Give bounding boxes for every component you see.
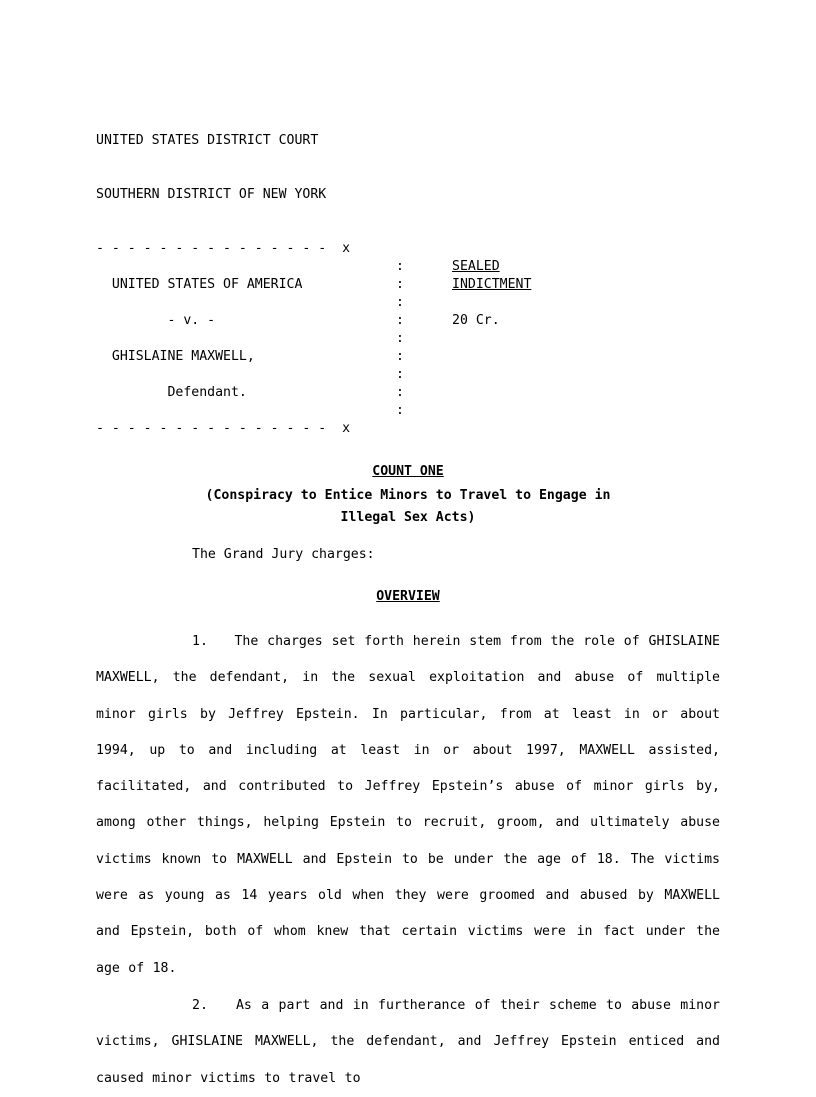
caption-row bbox=[96, 366, 632, 384]
caption-left-blank bbox=[96, 294, 396, 312]
caption-right-blank bbox=[452, 348, 632, 366]
count-heading-text: COUNT ONE bbox=[372, 464, 444, 479]
caption-sealed bbox=[452, 258, 632, 276]
caption-row bbox=[96, 312, 632, 330]
sealed-label: SEALED bbox=[452, 259, 500, 274]
caption-right-blank bbox=[452, 366, 632, 384]
paragraph-2-text: As a part and in furtherance of their scheme to abuse minor victims, GHISLAINE MAXWELL, the defendant, and Jeffrey Epstein enticed and caused minor victims to travel to bbox=[96, 997, 720, 1086]
caption-left-blank bbox=[96, 330, 396, 348]
caption-divider-top: - - - - - - - - - - - - - - - x bbox=[96, 241, 351, 256]
paragraph-2 bbox=[96, 988, 720, 1097]
defendant-name: GHISLAINE MAXWELL, bbox=[96, 349, 255, 364]
caption-row bbox=[96, 402, 632, 420]
caption-row bbox=[96, 348, 632, 366]
docket-number: 20 Cr. bbox=[452, 313, 500, 328]
plaintiff-party: UNITED STATES OF AMERICA bbox=[96, 277, 303, 292]
paragraph-2-number: 2. bbox=[192, 997, 208, 1013]
caption-row bbox=[96, 258, 632, 276]
caption-colon: : bbox=[396, 331, 404, 346]
court-name-line-1: UNITED STATES DISTRICT COURT bbox=[96, 133, 319, 148]
caption-colon: : bbox=[396, 349, 404, 364]
caption-colon: : bbox=[396, 277, 404, 292]
section-heading-text: OVERVIEW bbox=[376, 589, 440, 604]
caption-indictment bbox=[452, 276, 632, 294]
count-subheading-line-1: (Conspiracy to Entice Minors to Travel to Engage in bbox=[205, 488, 611, 503]
paragraph-1-number: 1. bbox=[192, 634, 208, 649]
court-name-line-2: SOUTHERN DISTRICT OF NEW YORK bbox=[96, 187, 327, 202]
paragraph-1-text: The charges set forth herein stem from the role of GHISLAINE MAXWELL, the defendant, in the sexual exploitation and abuse of multiple minor girls by Jeffrey Epstein. In particular, from at least in or about 1994, up to and including at least in or about 1997, MAXWELL assisted, facilitated, and contributed to Jeffrey Epstein’s abuse of minor girls by, among other things, helping Epstein to recruit, groom, and ultimately abuse victims known to MAXWELL and Epstein to be under the age of 18. The victims were as young as 14 years old when they were groomed and abused by MAXWELL and Epstein, both of whom knew that certain victims were in fact under the age of 18. bbox=[96, 634, 721, 976]
caption-row bbox=[96, 294, 632, 312]
caption-left-blank bbox=[96, 258, 396, 276]
caption-block bbox=[96, 258, 632, 420]
count-subheading-line-2: Illegal Sex Acts) bbox=[340, 510, 476, 525]
caption-colon: : bbox=[396, 313, 404, 328]
caption-row bbox=[96, 384, 632, 402]
caption-colon: : bbox=[396, 259, 404, 274]
caption-right-blank bbox=[452, 384, 632, 402]
court-header bbox=[96, 96, 720, 240]
caption-left-blank bbox=[96, 366, 396, 384]
caption-colon: : bbox=[396, 385, 404, 400]
caption-row bbox=[96, 276, 632, 294]
indictment-label: INDICTMENT bbox=[452, 277, 532, 292]
count-subheading bbox=[96, 485, 720, 529]
caption-colon: : bbox=[396, 367, 404, 382]
grand-jury-charges-line: The Grand Jury charges: bbox=[192, 547, 375, 562]
caption-right-blank bbox=[452, 402, 632, 420]
caption-right-blank bbox=[452, 294, 632, 312]
caption-left-blank bbox=[96, 402, 396, 420]
caption-divider-bottom: - - - - - - - - - - - - - - - x bbox=[96, 421, 351, 436]
paragraph-1 bbox=[96, 624, 720, 987]
caption-right-blank bbox=[452, 330, 632, 348]
defendant-label: Defendant. bbox=[96, 385, 247, 400]
section-heading bbox=[96, 588, 720, 606]
versus-line: - v. - bbox=[96, 313, 216, 328]
caption-colon: : bbox=[396, 295, 404, 310]
caption-colon: : bbox=[396, 403, 404, 418]
caption-row bbox=[96, 330, 632, 348]
count-heading bbox=[96, 463, 720, 481]
